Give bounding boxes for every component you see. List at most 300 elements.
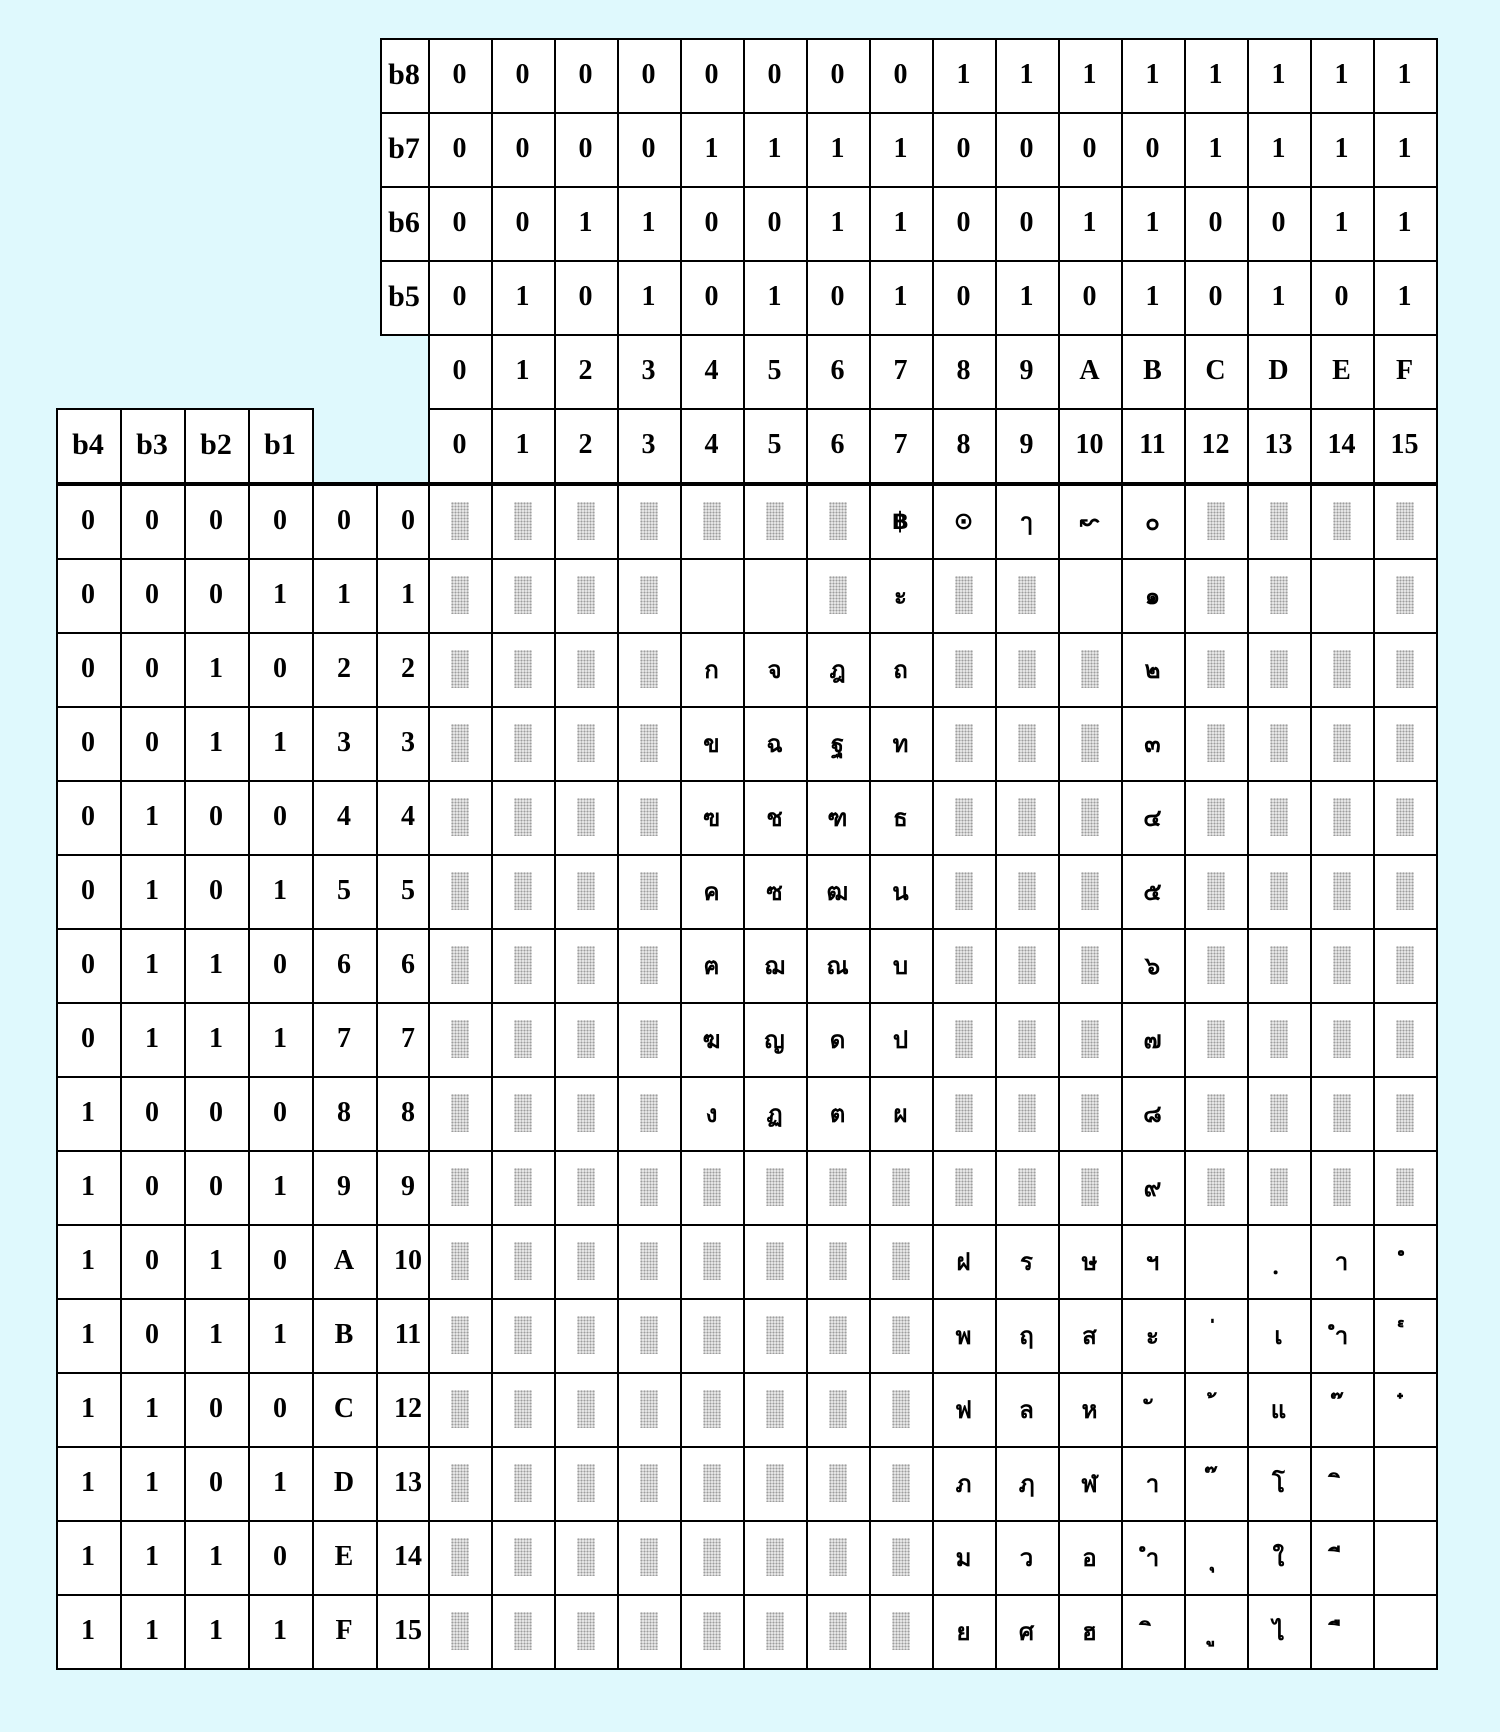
reserved-cell [1058, 780, 1121, 854]
row-bit-value: 0 [248, 484, 312, 558]
grid-line [184, 408, 186, 1670]
character-cell [1310, 1520, 1373, 1594]
bit-value: 1 [995, 260, 1058, 334]
character-cell: ๖ [1121, 928, 1184, 1002]
shaded-block [451, 1094, 469, 1132]
shaded-block [514, 1464, 532, 1502]
shaded-block [1270, 798, 1288, 836]
shaded-block [1270, 724, 1288, 762]
row-bit-value: 1 [56, 1520, 120, 1594]
character-cell: ม [932, 1520, 995, 1594]
row-bit-value: 1 [248, 1298, 312, 1372]
character-cell: ฝ [932, 1224, 995, 1298]
character-cell: ฑ [806, 780, 869, 854]
reserved-cell [491, 632, 554, 706]
shaded-block [1396, 946, 1414, 984]
reserved-cell [1058, 1076, 1121, 1150]
bit-value: 0 [743, 38, 806, 112]
reserved-cell [995, 928, 1058, 1002]
shaded-block [766, 1464, 784, 1502]
shaded-block [1207, 872, 1225, 910]
character-cell: ห [1058, 1372, 1121, 1446]
row-hex-label: C [312, 1372, 376, 1446]
row-bit-value: 1 [248, 1446, 312, 1520]
reserved-cell [1247, 854, 1310, 928]
row-bit-value: 0 [120, 484, 184, 558]
reserved-cell [1247, 706, 1310, 780]
reserved-cell [806, 1150, 869, 1224]
bit-value: 0 [428, 186, 491, 260]
character-cell: ๐ [1121, 484, 1184, 558]
reserved-cell [1373, 706, 1436, 780]
row-hex-label: 6 [312, 928, 376, 1002]
reserved-cell [995, 1150, 1058, 1224]
shaded-block [577, 1464, 595, 1502]
reserved-cell [743, 484, 806, 558]
shaded-block [577, 872, 595, 910]
shaded-block [1018, 724, 1036, 762]
row-bit-value: 1 [248, 1150, 312, 1224]
row-bit-value: 0 [184, 558, 248, 632]
grid-line [380, 334, 1438, 336]
shaded-block [1207, 1020, 1225, 1058]
character-cell: ๒ [1121, 632, 1184, 706]
shaded-block [1207, 798, 1225, 836]
row-dec-label: 0 [376, 484, 440, 558]
shaded-block [829, 1612, 847, 1650]
shaded-block [451, 1538, 469, 1576]
reserved-cell [869, 1446, 932, 1520]
shaded-block [1333, 502, 1351, 540]
shaded-block [766, 1390, 784, 1428]
bit-value: 0 [995, 112, 1058, 186]
bit-value: 0 [680, 186, 743, 260]
shaded-block [1018, 1094, 1036, 1132]
row-bit-value: 1 [120, 854, 184, 928]
character-cell [743, 558, 806, 632]
reserved-cell [1247, 632, 1310, 706]
character-cell: ร [995, 1224, 1058, 1298]
reserved-cell [428, 632, 491, 706]
reserved-cell [491, 1446, 554, 1520]
row-bit-value: 0 [56, 928, 120, 1002]
character-cell [1184, 1446, 1247, 1520]
character-cell: ำ [1121, 1520, 1184, 1594]
shaded-block [577, 1612, 595, 1650]
bit-value: 0 [743, 186, 806, 260]
character-cell: ↜ [1058, 484, 1121, 558]
row-dec-label: 7 [376, 1002, 440, 1076]
shaded-block [514, 1094, 532, 1132]
reserved-cell [428, 1076, 491, 1150]
reserved-cell [554, 1150, 617, 1224]
shaded-block [514, 872, 532, 910]
reserved-cell [428, 854, 491, 928]
dec-column-header: 5 [743, 408, 806, 482]
row-bit-value: 1 [184, 706, 248, 780]
character-cell: ฯ [1121, 1224, 1184, 1298]
hex-column-header: E [1310, 334, 1373, 408]
shaded-block [892, 1316, 910, 1354]
reserved-cell [1310, 1002, 1373, 1076]
reserved-cell [932, 558, 995, 632]
reserved-cell [617, 1298, 680, 1372]
shaded-block [892, 1168, 910, 1206]
bit-value: 1 [491, 260, 554, 334]
reserved-cell [1247, 558, 1310, 632]
bit-value: 0 [932, 186, 995, 260]
character-cell: ช [743, 780, 806, 854]
grid-line [56, 408, 58, 1670]
bit-value: 0 [617, 38, 680, 112]
bit-value: 1 [1121, 186, 1184, 260]
shaded-block [577, 650, 595, 688]
bit-value: 1 [1058, 38, 1121, 112]
reserved-cell [680, 1372, 743, 1446]
character-cell [1310, 1594, 1373, 1668]
reserved-cell [1373, 1150, 1436, 1224]
shaded-block [640, 1094, 658, 1132]
row-bit-value: 0 [120, 1224, 184, 1298]
reserved-cell [428, 1002, 491, 1076]
row-dec-label: 5 [376, 854, 440, 928]
grid-line [56, 1224, 1438, 1226]
row-hex-label: 2 [312, 632, 376, 706]
bit-value: 0 [932, 112, 995, 186]
grid-line [56, 484, 1438, 486]
reserved-cell [554, 706, 617, 780]
reserved-cell [554, 1520, 617, 1594]
bit-value: 0 [554, 260, 617, 334]
character-cell: ไ [1247, 1594, 1310, 1668]
reserved-cell [806, 1446, 869, 1520]
bit-value: 0 [491, 38, 554, 112]
bit-value: 0 [1121, 112, 1184, 186]
grid-line [56, 1520, 1438, 1522]
shaded-block [1396, 576, 1414, 614]
reserved-cell [617, 558, 680, 632]
shaded-block [1333, 724, 1351, 762]
reserved-cell [1310, 706, 1373, 780]
dec-column-header: 4 [680, 408, 743, 482]
reserved-cell [617, 632, 680, 706]
reserved-cell [680, 1298, 743, 1372]
shaded-block [514, 798, 532, 836]
character-cell [1184, 1594, 1247, 1668]
shaded-block [1018, 650, 1036, 688]
reserved-cell [554, 1372, 617, 1446]
reserved-cell [491, 1076, 554, 1150]
shaded-block [1333, 1168, 1351, 1206]
shaded-block [451, 724, 469, 762]
character-cell [1247, 1224, 1310, 1298]
character-cell: ส [1058, 1298, 1121, 1372]
reserved-cell [1247, 1150, 1310, 1224]
reserved-cell [1310, 928, 1373, 1002]
reserved-cell [806, 1298, 869, 1372]
reserved-cell [1373, 484, 1436, 558]
bit-value: 1 [554, 186, 617, 260]
character-cell: ฟ [932, 1372, 995, 1446]
reserved-cell [554, 1224, 617, 1298]
bit-value: 1 [1310, 38, 1373, 112]
reserved-cell [743, 1372, 806, 1446]
shaded-block [829, 1538, 847, 1576]
reserved-cell [1373, 780, 1436, 854]
row-bit-value: 0 [120, 1076, 184, 1150]
row-bit-value: 1 [120, 1520, 184, 1594]
hex-column-header: F [1373, 334, 1436, 408]
bit-value: 0 [428, 112, 491, 186]
shaded-block [451, 650, 469, 688]
shaded-block [514, 502, 532, 540]
reserved-cell [428, 1298, 491, 1372]
row-bit-label: b1 [248, 408, 312, 482]
grid-line [56, 1668, 1438, 1670]
reserved-cell [932, 632, 995, 706]
character-cell [1310, 1446, 1373, 1520]
shaded-block [451, 502, 469, 540]
row-bit-value: 1 [120, 1594, 184, 1668]
bit-value: 1 [1373, 112, 1436, 186]
character-cell: ๕ [1121, 854, 1184, 928]
reserved-cell [617, 1594, 680, 1668]
shaded-block [1270, 1168, 1288, 1206]
character-cell: ย [932, 1594, 995, 1668]
reserved-cell [1058, 632, 1121, 706]
dec-column-header: 9 [995, 408, 1058, 482]
shaded-block [1396, 650, 1414, 688]
shaded-block [1396, 872, 1414, 910]
row-bit-value: 0 [248, 632, 312, 706]
character-cell: ฬ [1058, 1446, 1121, 1520]
dec-column-header: 2 [554, 408, 617, 482]
shaded-block [829, 576, 847, 614]
grid-line [56, 854, 1438, 856]
shaded-block [1396, 724, 1414, 762]
reserved-cell [1310, 780, 1373, 854]
character-cell [1373, 1520, 1436, 1594]
reserved-cell [932, 1150, 995, 1224]
reserved-cell [743, 1520, 806, 1594]
reserved-cell [617, 1520, 680, 1594]
reserved-cell [617, 1446, 680, 1520]
shaded-block [703, 1168, 721, 1206]
bit-value: 0 [1058, 260, 1121, 334]
row-hex-label: 8 [312, 1076, 376, 1150]
grid-line [380, 38, 382, 336]
shaded-block [514, 1612, 532, 1650]
character-cell: ฃ [680, 780, 743, 854]
grid-line [56, 1002, 1438, 1004]
reserved-cell [554, 1002, 617, 1076]
row-bit-value: 1 [120, 780, 184, 854]
shaded-block [1333, 946, 1351, 984]
reserved-cell [869, 1150, 932, 1224]
shaded-block [1270, 1020, 1288, 1058]
hex-column-header: 0 [428, 334, 491, 408]
reserved-cell [491, 1372, 554, 1446]
row-bit-value: 1 [56, 1594, 120, 1668]
shaded-block [640, 1538, 658, 1576]
reserved-cell [743, 1594, 806, 1668]
reserved-cell [806, 1224, 869, 1298]
shaded-block [955, 650, 973, 688]
hex-column-header: 3 [617, 334, 680, 408]
reserved-cell [617, 780, 680, 854]
row-bit-value: 0 [56, 706, 120, 780]
grid-line [56, 706, 1438, 708]
bit-value: 0 [554, 38, 617, 112]
character-cell: เ [1247, 1298, 1310, 1372]
character-cell: ฏ [743, 1076, 806, 1150]
reserved-cell [617, 1224, 680, 1298]
grid-line [380, 260, 1438, 262]
bit-value: 1 [869, 112, 932, 186]
row-bit-value: 1 [56, 1298, 120, 1372]
reserved-cell [1373, 854, 1436, 928]
row-bit-value: 1 [120, 928, 184, 1002]
reserved-cell [806, 558, 869, 632]
row-bit-value: 0 [248, 1520, 312, 1594]
hex-column-header: 9 [995, 334, 1058, 408]
reserved-cell [554, 780, 617, 854]
row-dec-label: 14 [376, 1520, 440, 1594]
shaded-block [1081, 946, 1099, 984]
reserved-cell [554, 854, 617, 928]
reserved-cell [743, 1224, 806, 1298]
character-cell: ล [995, 1372, 1058, 1446]
reserved-cell [428, 1372, 491, 1446]
row-hex-label: A [312, 1224, 376, 1298]
bit-value: 1 [1121, 260, 1184, 334]
row-bit-value: 1 [248, 1594, 312, 1668]
character-cell: ฒ [806, 854, 869, 928]
row-bit-value: 1 [248, 558, 312, 632]
reserved-cell [1184, 632, 1247, 706]
row-dec-label: 4 [376, 780, 440, 854]
character-cell [1373, 1372, 1436, 1446]
reserved-cell [1058, 706, 1121, 780]
reserved-cell [869, 1224, 932, 1298]
character-cell [1373, 1224, 1436, 1298]
character-cell: ๗ [1121, 1002, 1184, 1076]
row-bit-value: 0 [120, 1150, 184, 1224]
reserved-cell [806, 1594, 869, 1668]
shaded-block [1207, 724, 1225, 762]
bit-value: 0 [491, 112, 554, 186]
shaded-block [451, 1612, 469, 1650]
reserved-cell [680, 484, 743, 558]
shaded-block [577, 1168, 595, 1206]
bit-value: 1 [869, 186, 932, 260]
bit-value: 0 [1058, 112, 1121, 186]
bit-value: 0 [806, 38, 869, 112]
shaded-block [514, 1538, 532, 1576]
shaded-block [1081, 1020, 1099, 1058]
shaded-block [640, 724, 658, 762]
row-bit-value: 0 [248, 780, 312, 854]
reserved-cell [869, 1520, 932, 1594]
reserved-cell [617, 1150, 680, 1224]
character-cell: แ [1247, 1372, 1310, 1446]
row-dec-label: 2 [376, 632, 440, 706]
character-cell: า [1310, 1224, 1373, 1298]
row-bit-value: 1 [184, 1224, 248, 1298]
row-bit-value: 0 [120, 632, 184, 706]
shaded-block [829, 1242, 847, 1280]
row-bit-value: 1 [248, 854, 312, 928]
character-cell [1184, 1224, 1247, 1298]
reserved-cell [428, 558, 491, 632]
shaded-block [640, 1612, 658, 1650]
bit-value: 1 [617, 260, 680, 334]
bit-value: 1 [1310, 186, 1373, 260]
shaded-block [640, 1020, 658, 1058]
shaded-block [640, 502, 658, 540]
reserved-cell [1373, 632, 1436, 706]
reserved-cell [491, 1520, 554, 1594]
reserved-cell [617, 1372, 680, 1446]
character-cell: ๙ [1121, 1150, 1184, 1224]
hex-column-header: 4 [680, 334, 743, 408]
shaded-block [640, 1390, 658, 1428]
character-cell: ะ [1121, 1298, 1184, 1372]
bit-value: 0 [869, 38, 932, 112]
character-cell [1373, 1298, 1436, 1372]
reserved-cell [743, 1298, 806, 1372]
shaded-block [1018, 1168, 1036, 1206]
reserved-cell [491, 1224, 554, 1298]
character-cell: ฉ [743, 706, 806, 780]
row-bit-value: 0 [184, 1150, 248, 1224]
reserved-cell [995, 632, 1058, 706]
shaded-block [1018, 798, 1036, 836]
reserved-cell [1247, 1076, 1310, 1150]
shaded-block [766, 1612, 784, 1650]
hex-column-header: D [1247, 334, 1310, 408]
bit-value: 1 [806, 112, 869, 186]
shaded-block [1018, 1020, 1036, 1058]
bit-value: 1 [1310, 112, 1373, 186]
shaded-block [1333, 798, 1351, 836]
reserved-cell [932, 928, 995, 1002]
hex-column-header: 1 [491, 334, 554, 408]
reserved-cell [491, 854, 554, 928]
shaded-block [640, 1316, 658, 1354]
row-bit-value: 0 [184, 854, 248, 928]
grid-line [380, 186, 1438, 188]
row-hex-label: 1 [312, 558, 376, 632]
shaded-block [451, 798, 469, 836]
reserved-cell [932, 1002, 995, 1076]
character-cell: ด [806, 1002, 869, 1076]
row-dec-label: 1 [376, 558, 440, 632]
reserved-cell [491, 706, 554, 780]
shaded-block [577, 1020, 595, 1058]
grid-line [56, 1298, 1438, 1300]
shaded-block [514, 1242, 532, 1280]
bit-value: 1 [1247, 38, 1310, 112]
bit-value: 1 [1247, 260, 1310, 334]
hex-column-header: 7 [869, 334, 932, 408]
grid-line [312, 408, 314, 1670]
bit-value: 0 [680, 38, 743, 112]
shaded-block [1081, 872, 1099, 910]
character-cell: า [1121, 1446, 1184, 1520]
shaded-block [1081, 1094, 1099, 1132]
dec-column-header: 8 [932, 408, 995, 482]
